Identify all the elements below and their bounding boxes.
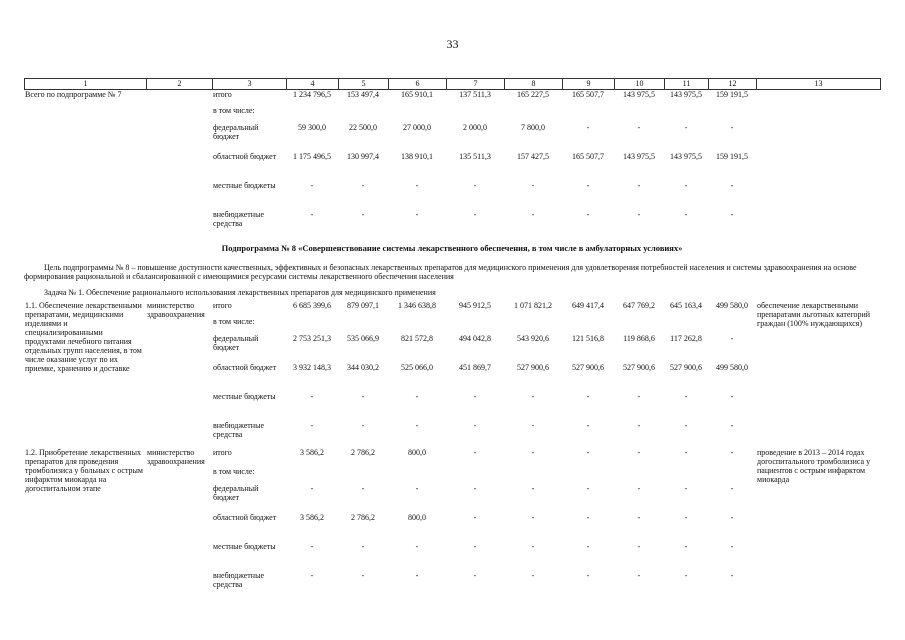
amount-cell: - <box>415 392 419 401</box>
amount-cell: 821 572,8 <box>401 334 433 343</box>
amount-cell: 165 507,7 <box>572 152 604 161</box>
amount-cell: - <box>730 513 734 522</box>
amount-cell <box>338 467 388 484</box>
amount-cell: - <box>684 448 688 457</box>
column-number-13: 13 <box>757 79 881 90</box>
amount-cell: 22 500,0 <box>349 123 377 132</box>
amount-cell: - <box>730 542 734 551</box>
amount-cell: - <box>531 571 535 580</box>
amount-cell <box>708 467 756 484</box>
amount-cell <box>286 317 338 334</box>
measure-name: 1.2. Приобретение лекарственных препаратов для проведения тромболизиса у больных с острым инфарктом миокарда на догоспитальном этапе <box>25 448 143 493</box>
amount-cell: 1 071 821,2 <box>514 301 552 310</box>
amount-cell: - <box>473 392 477 401</box>
amount-cell: - <box>473 448 477 457</box>
measure-1-2-block <box>24 448 880 598</box>
amount-cell: 879 097,1 <box>347 301 379 310</box>
amount-cell: - <box>310 421 314 430</box>
amount-cell: - <box>586 571 590 580</box>
amount-cell: 527 900,6 <box>517 363 549 372</box>
column-number-11: 11 <box>665 79 709 90</box>
amount-cell: 165 910,1 <box>401 90 433 99</box>
amount-cell: - <box>684 421 688 430</box>
amount-cell: - <box>415 542 419 551</box>
amount-cell: - <box>473 181 477 190</box>
amount-cell: 137 511,3 <box>459 90 491 99</box>
amount-cell: - <box>637 210 641 219</box>
amount-cell: - <box>637 484 641 493</box>
amount-cell: - <box>684 392 688 401</box>
amount-cell: - <box>531 542 535 551</box>
amount-cell: - <box>637 392 641 401</box>
amount-cell: - <box>473 513 477 522</box>
amount-cell <box>708 317 756 334</box>
amount-cell: 159 191,5 <box>716 90 748 99</box>
expected-result: проведение в 2013 – 2014 годах догоспитального тромболизиса у пациентов с острым инфарктом миокарда <box>757 448 871 484</box>
amount-cell: - <box>586 421 590 430</box>
amount-cell: 543 920,6 <box>517 334 549 343</box>
amount-cell: 527 900,6 <box>670 363 702 372</box>
subprogram-7-total-block <box>24 90 880 237</box>
amount-cell: 3 932 148,3 <box>293 363 331 372</box>
amount-cell <box>338 106 388 123</box>
amount-cell: - <box>361 181 365 190</box>
amount-cell: 451 869,7 <box>459 363 491 372</box>
amount-cell: 138 910,1 <box>401 152 433 161</box>
amount-cell: - <box>684 210 688 219</box>
amount-cell: - <box>730 484 734 493</box>
amount-cell: - <box>586 210 590 219</box>
amount-cell: 499 580,0 <box>716 301 748 310</box>
amount-cell: 143 975,5 <box>670 90 702 99</box>
column-number-row <box>25 79 881 90</box>
amount-cell: 121 516,8 <box>572 334 604 343</box>
amount-cell: - <box>531 181 535 190</box>
amount-cell: - <box>310 571 314 580</box>
amount-cell: - <box>531 421 535 430</box>
amount-cell: 1 175 496,5 <box>293 152 331 161</box>
funding-source-label: в том числе: <box>213 317 255 326</box>
amount-cell: 159 191,5 <box>716 152 748 161</box>
amount-cell: 2 753 251,3 <box>293 334 331 343</box>
amount-cell: 647 769,2 <box>623 301 655 310</box>
amount-cell: - <box>730 392 734 401</box>
amount-cell: 527 900,6 <box>623 363 655 372</box>
amount-cell: - <box>684 571 688 580</box>
amount-cell: - <box>684 123 688 132</box>
amount-cell: 165 227,5 <box>517 90 549 99</box>
executor-name: министерство здравоохранения <box>147 301 205 319</box>
column-number-12: 12 <box>709 79 757 90</box>
amount-cell: - <box>473 484 477 493</box>
amount-cell: - <box>637 123 641 132</box>
amount-cell: 6 685 399,6 <box>293 301 331 310</box>
amount-cell: 117 262,8 <box>670 334 702 343</box>
funding-source-label: областной бюджет <box>213 152 277 161</box>
amount-cell: 3 586,2 <box>300 513 324 522</box>
amount-cell: 27 000,0 <box>403 123 431 132</box>
funding-source-label: внебюджетные средства <box>213 571 264 589</box>
amount-cell: - <box>586 392 590 401</box>
amount-cell <box>446 467 504 484</box>
amount-cell: - <box>586 448 590 457</box>
amount-cell: - <box>586 513 590 522</box>
amount-cell: - <box>415 181 419 190</box>
amount-cell: 130 997,4 <box>347 152 379 161</box>
amount-cell: 165 507,7 <box>572 90 604 99</box>
amount-cell: 800,0 <box>408 513 426 522</box>
amount-cell: 3 586,2 <box>300 448 324 457</box>
amount-cell: - <box>415 421 419 430</box>
amount-cell: - <box>473 571 477 580</box>
amount-cell <box>286 106 338 123</box>
amount-cell: 143 975,5 <box>623 152 655 161</box>
column-number-7: 7 <box>447 79 505 90</box>
amount-cell <box>614 317 664 334</box>
amount-cell: - <box>730 123 734 132</box>
amount-cell: 525 066,0 <box>401 363 433 372</box>
amount-cell: - <box>310 392 314 401</box>
funding-source-label: итого <box>213 90 232 99</box>
column-number-10: 10 <box>615 79 665 90</box>
funding-source-label: федеральный бюджет <box>213 334 259 352</box>
column-number-8: 8 <box>505 79 563 90</box>
amount-cell: 135 511,3 <box>459 152 491 161</box>
program-table-sheet <box>24 78 880 598</box>
amount-cell <box>388 106 446 123</box>
amount-cell: 1 346 638,8 <box>398 301 436 310</box>
amount-cell: - <box>415 571 419 580</box>
column-header-table <box>24 78 881 90</box>
amount-cell: - <box>361 571 365 580</box>
amount-cell: - <box>415 484 419 493</box>
funding-source-label: в том числе: <box>213 467 255 476</box>
amount-cell: 649 417,4 <box>572 301 604 310</box>
funding-source-label: итого <box>213 301 232 310</box>
amount-cell <box>504 317 562 334</box>
funding-source-label: внебюджетные средства <box>213 421 264 439</box>
amount-cell: 143 975,5 <box>623 90 655 99</box>
amount-cell: - <box>473 210 477 219</box>
subprogram-8-title: Подпрограмма № 8 «Совершенствование системы лекарственного обеспечения, в том числе в амбулаторных условиях» <box>221 243 683 253</box>
amount-cell: - <box>361 542 365 551</box>
amount-cell: - <box>637 421 641 430</box>
amount-cell: - <box>730 181 734 190</box>
amount-cell: - <box>310 484 314 493</box>
amount-cell: - <box>730 571 734 580</box>
amount-cell: - <box>531 210 535 219</box>
funding-source-label: областной бюджет <box>213 513 277 522</box>
amount-cell <box>504 106 562 123</box>
amount-cell: - <box>310 210 314 219</box>
column-number-2: 2 <box>147 79 213 90</box>
amount-cell: - <box>730 421 734 430</box>
amount-cell: - <box>361 210 365 219</box>
amount-cell: - <box>684 542 688 551</box>
amount-cell: - <box>310 181 314 190</box>
table-row <box>24 448 880 467</box>
amount-cell: 143 975,5 <box>670 152 702 161</box>
funding-source-label: федеральный бюджет <box>213 484 259 502</box>
table-row <box>24 301 880 317</box>
executor-name <box>146 90 212 237</box>
expected-result <box>756 90 880 237</box>
amount-cell: - <box>531 448 535 457</box>
amount-cell <box>338 317 388 334</box>
amount-cell: - <box>473 421 477 430</box>
amount-cell: 499 580,0 <box>716 363 748 372</box>
amount-cell: - <box>361 392 365 401</box>
amount-cell: - <box>637 181 641 190</box>
measure-1-1-block <box>24 301 880 448</box>
funding-source-label: итого <box>213 448 232 457</box>
amount-cell: - <box>586 542 590 551</box>
funding-source-label: в том числе: <box>213 106 255 115</box>
amount-cell: 119 868,6 <box>623 334 655 343</box>
amount-cell <box>504 467 562 484</box>
amount-cell <box>664 467 708 484</box>
amount-cell: - <box>531 392 535 401</box>
amount-cell: - <box>684 181 688 190</box>
amount-cell: - <box>637 448 641 457</box>
funding-source-label: внебюджетные средства <box>213 210 264 228</box>
amount-cell: - <box>415 210 419 219</box>
funding-source-label: областной бюджет <box>213 363 277 372</box>
amount-cell: 645 163,4 <box>670 301 702 310</box>
funding-source-label: местные бюджеты <box>213 392 276 401</box>
amount-cell <box>614 467 664 484</box>
executor-name: министерство здравоохранения <box>147 448 205 466</box>
amount-cell: - <box>586 181 590 190</box>
amount-cell: 59 300,0 <box>298 123 326 132</box>
amount-cell: - <box>684 484 688 493</box>
amount-cell: 945 912,5 <box>459 301 491 310</box>
amount-cell <box>664 317 708 334</box>
amount-cell: - <box>531 484 535 493</box>
column-number-4: 4 <box>287 79 339 90</box>
subprogram-goal-text: Цель подпрограммы № 8 – повышение доступности качественных, эффективных и безопасных лекарственных препаратов для медицинского применения для удовлетворения потребностей населения и системы здравоохранения на основе формирования рациональной и сбалансированной с имеющимися ресурсами системы лекарственного обеспечения населения <box>24 263 857 281</box>
task-text: Задача № 1. Обеспечение рационального использования лекарственных препаратов для медицинского применения <box>44 288 436 297</box>
column-number-1: 1 <box>25 79 147 90</box>
amount-cell <box>708 106 756 123</box>
column-number-6: 6 <box>389 79 447 90</box>
amount-cell: - <box>586 123 590 132</box>
funding-source-label: федеральный бюджет <box>213 123 259 141</box>
funding-source-label: местные бюджеты <box>213 181 276 190</box>
table-row <box>24 90 880 106</box>
amount-cell: 153 497,4 <box>347 90 379 99</box>
amount-cell: - <box>637 513 641 522</box>
amount-cell: 800,0 <box>408 448 426 457</box>
column-number-9: 9 <box>563 79 615 90</box>
amount-cell <box>388 467 446 484</box>
amount-cell: 535 066,9 <box>347 334 379 343</box>
amount-cell: 2 000,0 <box>463 123 487 132</box>
amount-cell <box>562 317 614 334</box>
column-number-3: 3 <box>213 79 287 90</box>
amount-cell: - <box>310 542 314 551</box>
amount-cell: - <box>730 210 734 219</box>
funding-source-label: местные бюджеты <box>213 542 276 551</box>
amount-cell <box>286 467 338 484</box>
amount-cell: 2 786,2 <box>351 448 375 457</box>
page-number: 33 <box>446 37 459 51</box>
amount-cell: 527 900,6 <box>572 363 604 372</box>
amount-cell: 157 427,5 <box>517 152 549 161</box>
amount-cell: - <box>730 448 734 457</box>
amount-cell <box>664 106 708 123</box>
amount-cell: - <box>637 571 641 580</box>
amount-cell <box>614 106 664 123</box>
amount-cell: 494 042,8 <box>459 334 491 343</box>
amount-cell: - <box>586 484 590 493</box>
amount-cell: - <box>473 542 477 551</box>
amount-cell: 2 786,2 <box>351 513 375 522</box>
amount-cell: 1 234 796,5 <box>293 90 331 99</box>
amount-cell <box>446 317 504 334</box>
amount-cell: - <box>684 513 688 522</box>
measure-name: 1.1. Обеспечение лекарственными препаратами, медицинскими изделиями и специализированными продуктами лечебного питания отдельных групп населения, в том числе оказание услуг по их приемке, хранению и доставке <box>25 301 142 373</box>
amount-cell <box>562 106 614 123</box>
amount-cell <box>446 106 504 123</box>
amount-cell <box>388 317 446 334</box>
amount-cell: - <box>637 542 641 551</box>
amount-cell: - <box>361 484 365 493</box>
amount-cell: - <box>730 334 734 343</box>
column-number-5: 5 <box>339 79 389 90</box>
amount-cell: - <box>361 421 365 430</box>
amount-cell <box>562 467 614 484</box>
amount-cell: 344 030,2 <box>347 363 379 372</box>
amount-cell: 7 800,0 <box>521 123 545 132</box>
measure-name: Всего по подпрограмме № 7 <box>25 90 122 99</box>
amount-cell: - <box>531 513 535 522</box>
expected-result: обеспечение лекарственными препаратами льготных категорий граждан (100% нуждающихся) <box>757 301 871 328</box>
